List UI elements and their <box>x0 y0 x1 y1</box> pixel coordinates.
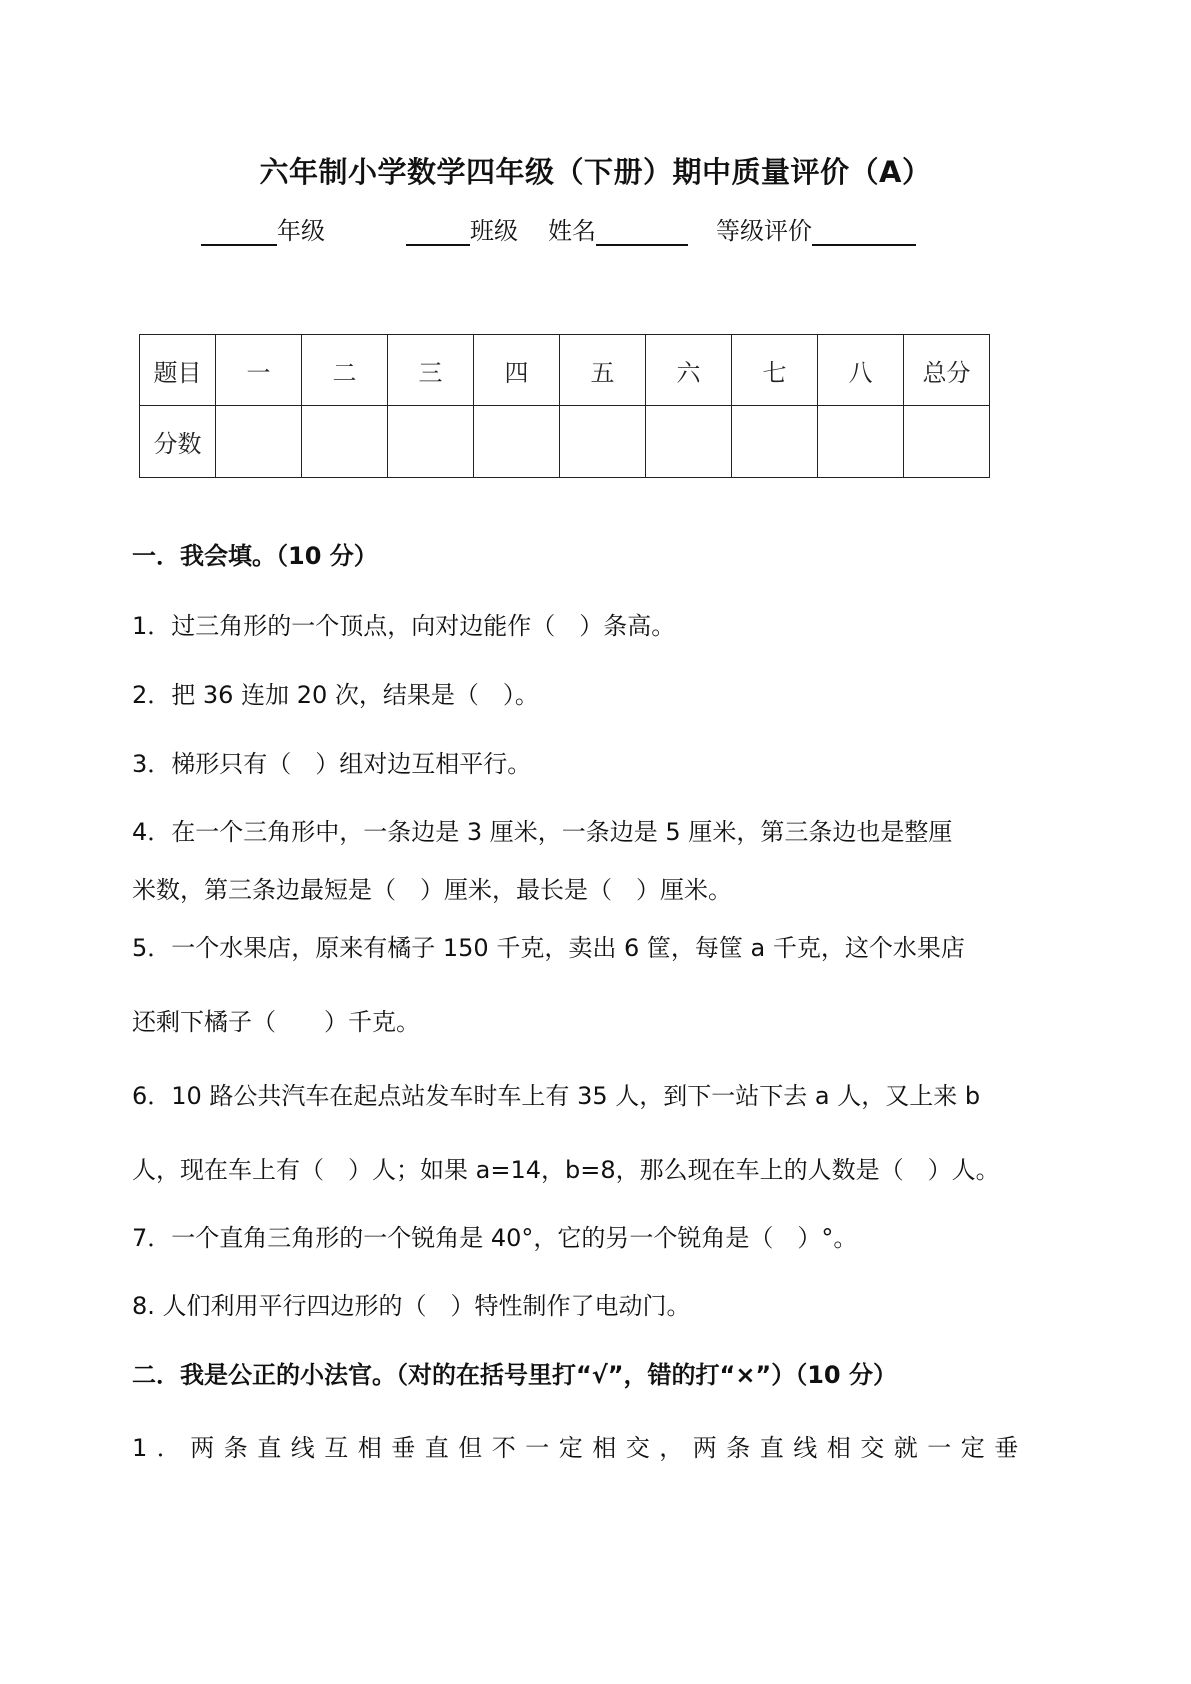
score-table <box>139 334 990 478</box>
table-row <box>140 335 990 406</box>
score-cell[interactable] <box>474 406 560 478</box>
section-heading-2: 二．我是公正的小法官。（对的在括号里打“√”，错的打“×”）（10 分） <box>132 1361 897 1389</box>
section-heading-1: 一．我会填。（10 分） <box>132 542 378 570</box>
question-line: 2．把 36 连加 20 次，结果是（ ）。 <box>132 681 539 709</box>
name-blank[interactable] <box>596 218 688 246</box>
column-header: 八 <box>818 335 904 406</box>
question-line: 1．两条直线互相垂直但不一定相交，两条直线相交就一定垂 <box>132 1434 1028 1462</box>
question-line: 3．梯形只有（ ）组对边互相平行。 <box>132 750 532 778</box>
name-field <box>548 216 688 246</box>
row-header: 题目 <box>140 335 216 406</box>
score-cell[interactable] <box>302 406 388 478</box>
question-line: 5．一个水果店，原来有橘子 150 千克，卖出 6 筐，每筐 a 千克，这个水果店 <box>132 934 965 962</box>
column-header: 一 <box>216 335 302 406</box>
question-line: 人，现在车上有（ ）人；如果 a=14，b=8，那么现在车上的人数是（ ）人。 <box>132 1156 1000 1184</box>
class-label: 班级 <box>470 217 518 245</box>
grade-blank[interactable] <box>201 218 277 246</box>
class-field <box>406 216 518 246</box>
column-header: 四 <box>474 335 560 406</box>
score-cell[interactable] <box>818 406 904 478</box>
grade-label: 年级 <box>277 217 325 245</box>
column-header: 总分 <box>904 335 990 406</box>
column-header: 五 <box>560 335 646 406</box>
question-line: 1．过三角形的一个顶点，向对边能作（ ）条高。 <box>132 612 676 640</box>
question-line: 4．在一个三角形中，一条边是 3 厘米，一条边是 5 厘米，第三条边也是整厘 <box>132 818 953 846</box>
score-cell[interactable] <box>216 406 302 478</box>
column-header: 六 <box>646 335 732 406</box>
rating-label: 等级评价 <box>716 217 812 245</box>
question-line: 8. 人们利用平行四边形的（ ）特性制作了电动门。 <box>132 1292 691 1320</box>
rating-blank[interactable] <box>812 218 916 246</box>
question-line: 还剩下橘子（ ）千克。 <box>132 1008 420 1036</box>
row-header: 分数 <box>140 406 216 478</box>
question-line: 7．一个直角三角形的一个锐角是 40°，它的另一个锐角是（ ）°。 <box>132 1224 858 1252</box>
column-header: 七 <box>732 335 818 406</box>
rating-field <box>716 216 916 246</box>
question-line: 米数，第三条边最短是（ ）厘米，最长是（ ）厘米。 <box>132 876 732 904</box>
table-row <box>140 406 990 478</box>
grade-field <box>201 216 325 246</box>
score-cell[interactable] <box>904 406 990 478</box>
score-cell[interactable] <box>646 406 732 478</box>
question-line: 6．10 路公共汽车在起点站发车时车上有 35 人，到下一站下去 a 人，又上来 b <box>132 1082 981 1110</box>
column-header: 二 <box>302 335 388 406</box>
score-cell[interactable] <box>388 406 474 478</box>
name-label: 姓名 <box>548 217 596 245</box>
page-title: 六年制小学数学四年级（下册）期中质量评价（A） <box>259 155 932 189</box>
score-cell[interactable] <box>560 406 646 478</box>
column-header: 三 <box>388 335 474 406</box>
class-blank[interactable] <box>406 218 470 246</box>
score-cell[interactable] <box>732 406 818 478</box>
